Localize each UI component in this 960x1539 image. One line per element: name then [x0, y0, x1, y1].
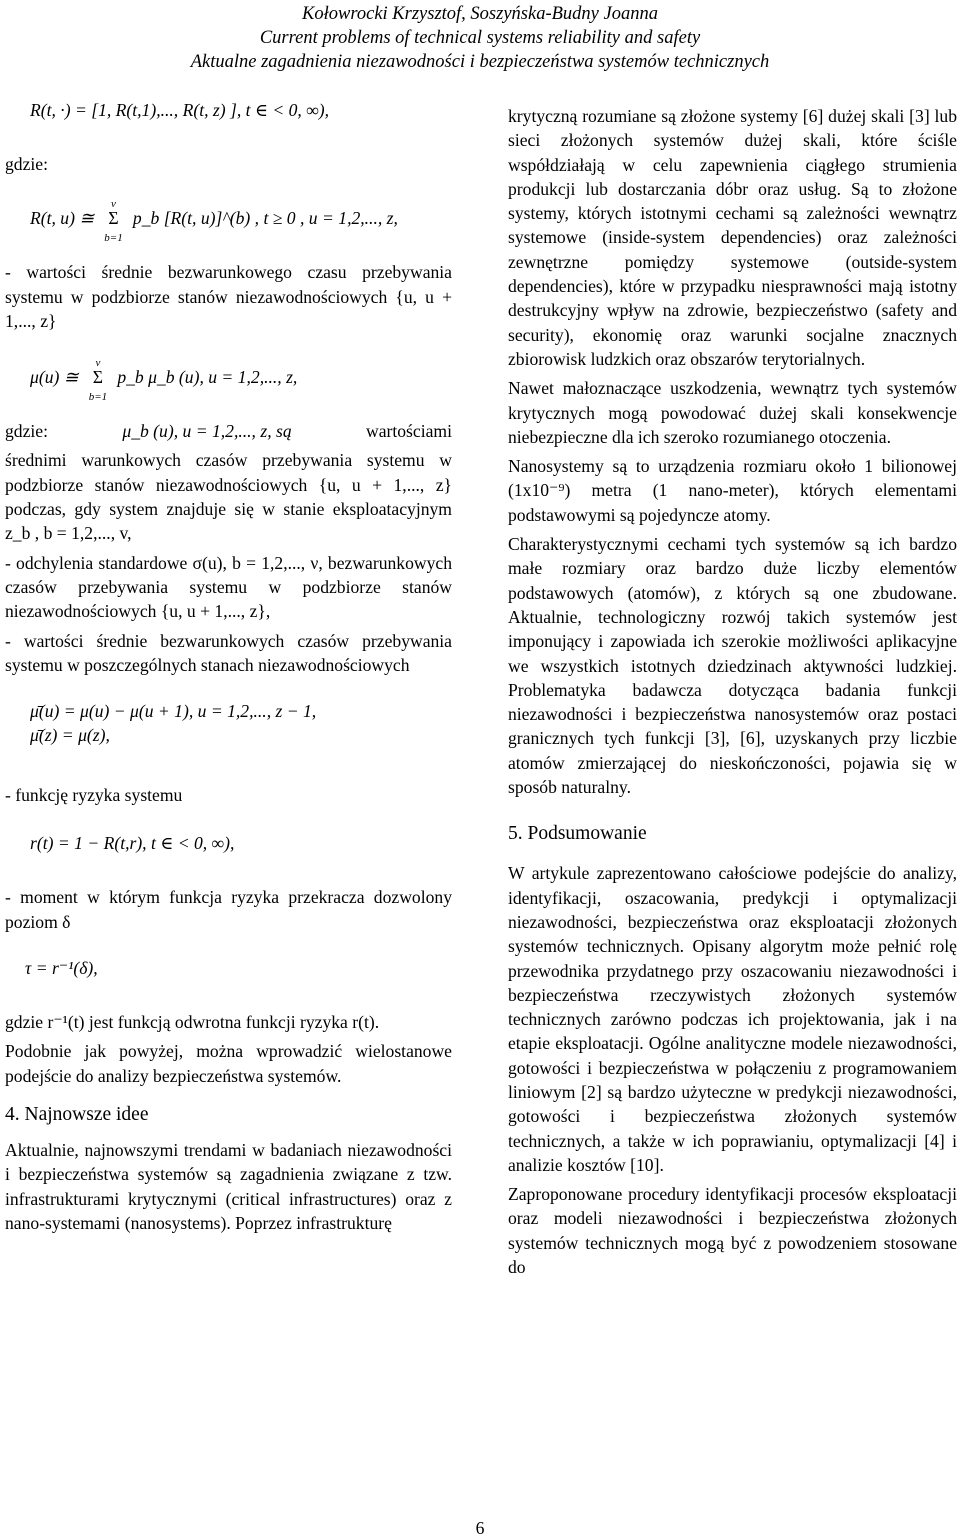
- eq2-rhs: p_b [R(t, u)]^(b) , t ≥ 0 , u = 1,2,..., z,: [132, 208, 398, 229]
- paragraph-nanosystem-features: Charakterystycznymi cechami tych systemów są ich bardzo małe rozmiary oraz bardzo duże liczby elementów podstawowych (atomów), z których są one zbudowane. Aktualnie, technologiczny rozwój takich systemów jest imponujący i zapowiada ich szerokie możliwości aplikacyjne we wszystkich istotnych dziedzinach aktywności ludzkiej. Problematyka badawcza dotycząca badania funkcji niezawodności i bezpieczeństwa nanosystemów oraz postaci granicznych tych funkcji [3], [6], uzyskanych przy liczbie atomów zmierzającej do nieskończoności, pojawia się w sposób naturalny.: [508, 534, 957, 798]
- paragraph-risk-moment: - moment w którym funkcja ryzyka przekracza dozwolony poziom δ: [5, 887, 452, 932]
- paragraph-critical-infrastructure: krytyczną rozumiane są złożone systemy [6] dużej skali [3] lub sieci złożonych systemów dużej skali, które ściśle współdziałają w celu zapewnienia ciągłego strumienia produkcji lub dostarczania dóbr oraz usług. Są to złożone systemy, których istotnymi cechami są zależności wewnątrz systemowe (inside-system dependencies) oraz zależności zewnętrzne pomiędzy systemowe (outside-system dependencies), które w przypadku niesprawności mają istotny destrukcyjny wpływ na zdrowie, bezpieczeństwo (safety and security), ekonomię oraz warunki socjalne znacznych zbiorowisk ludzkich oraz obszarów terytorialnych.: [508, 106, 957, 369]
- equation-reliability-function: R(t, ·) = [1, R(t,1),..., R(t, z) ], t ∈ < 0, ∞),: [30, 100, 330, 120]
- summation-symbol: Σ v b=1: [83, 365, 113, 389]
- eq3-lhs: μ(u) ≅: [30, 367, 79, 388]
- left-column: [5, 80, 452, 1240]
- paragraph-multistate-safety: Podobnie jak powyżej, można wprowadzić wielostanowe podejście do analizy bezpieczeństwa systemów.: [5, 1041, 452, 1086]
- equation-conditional-reliability: [30, 198, 452, 245]
- sum-upper-limit: v: [95, 357, 101, 370]
- sum-upper-limit: v: [111, 198, 116, 211]
- paragraph-newest-ideas: Aktualnie, najnowszymi trendami w badaniach niezawodności i bezpieczeństwa systemów są zagadnienia związane z tzw. infrastrukturami krytycznymi (critical infrastructures) oraz z nano-systemami (nanosystems). Poprzez infrastrukturę: [5, 1139, 452, 1233]
- equation-mean-difference: μ̄(u) = μ(u) − μ(u + 1), u = 1,2,..., z − 1,: [30, 701, 317, 722]
- paragraph-inverse-risk: gdzie r⁻¹(t) jest funkcją odwrotna funkcji ryzyka r(t).: [5, 1012, 380, 1033]
- equation-mean-last: μ̄(z) = μ(z),: [30, 725, 110, 746]
- summation-symbol: Σ v b=1: [99, 206, 129, 230]
- equation-risk-function: r(t) = 1 − R(t,r), t ∈ < 0, ∞),: [30, 833, 235, 854]
- running-header: [0, 2, 960, 74]
- paragraph-risk-function: - funkcję ryzyka systemu: [5, 785, 183, 806]
- paragraph-summary: W artykule zaprezentowano całościowe podejście do analizy, identyfikacji, oszacowania, predykcji i optymalizacji niezawodności, bezpieczeństwa oraz eksploatacji złożonych systemów technicznych. Opisany algorytm może pełnić rolę przewodnika przydatnego przy oszacowaniu niezawodności i bezpieczeństwa rzeczywistych złożonych systemów technicznych zarówno podczas ich projektowania, jak i na etapie eksploatacji. Ogólne analityczne modele niezawodności, gotowości i bezpieczeństwa w połączeniu z programowaniem liniowym [2] są bardzo użyteczne w predykcji niezawodności, gotowości i bezpieczeństwa złożonych systemów technicznych, a także w ich poprawianiu, optymalizacji [4] i analizie kosztów [10].: [508, 863, 957, 1175]
- gdzie-lead: gdzie:: [5, 421, 48, 442]
- eq3-rhs: p_b μ_b (u), u = 1,2,..., z,: [117, 367, 298, 388]
- paragraph-nanosystems: Nanosystemy są to urządzenia rozmiaru około 1 bilionowej (1x10⁻⁹) metra (1 nano-meter), których elementami podstawowymi są pojedyncze atomy.: [508, 456, 957, 525]
- header-title-en: Current problems of technical systems reliability and safety: [259, 28, 701, 48]
- equation-mean-lifetime: [30, 357, 452, 404]
- eq2-lhs: R(t, u) ≅: [30, 208, 95, 229]
- wartosciami-word: wartościami: [366, 421, 452, 442]
- header-authors: Kołowrocki Krzysztof, Soszyńska-Budny Joanna: [302, 4, 658, 24]
- right-column: [508, 104, 957, 1284]
- gdzie-label: gdzie:: [5, 154, 48, 174]
- mu-b-expression: μ_b (u), u = 1,2,..., z, są: [122, 421, 292, 442]
- section-heading-5: 5. Podsumowanie: [508, 823, 647, 845]
- sum-lower-limit: b=1: [88, 391, 108, 404]
- header-title-pl: Aktualne zagadnienia niezawodności i bezpieczeństwa systemów technicznych: [190, 52, 770, 72]
- paragraph-conditional-means: średnimi warunkowych czasów przebywania systemu w podzbiorze stanów niezawodnościowych {u, u + 1,..., z} podczas, gdy system znajduje się w stanie eksploatacyjnym z_b , b = 1,2,..., v,: [5, 450, 452, 544]
- page-number: 6: [475, 1518, 485, 1538]
- paragraph-mean-values: - wartości średnie bezwarunkowego czasu przebywania systemu w podzbiorze stanów niezawodnościowych {u, u + 1,..., z}: [5, 262, 452, 331]
- paragraph-standard-deviation: - odchylenia standardowe σ(u), b = 1,2,..., ν, bezwarunkowych czasów przebywania systemu w podzbiorze stanów niezawodnościowych {u, u + 1,..., z},: [5, 552, 452, 622]
- section-heading-4: 4. Najnowsze idee: [5, 1103, 149, 1125]
- paragraph-state-means: - wartości średnie bezwarunkowych czasów przebywania systemu w poszczególnych stanach niezawodnościowych: [5, 630, 452, 675]
- paragraph-minor-failures: Nawet małoznaczące uszkodzenia, wewnątrz tych systemów krytycznych mogą powodować dużej skali konsekwencje niebezpieczne dla ich szeroko rozumianego otoczenia.: [508, 378, 957, 447]
- equation-tau: τ = r⁻¹(δ),: [25, 958, 98, 979]
- sum-lower-limit: b=1: [104, 232, 123, 245]
- paragraph-gdzie-mu: [5, 419, 452, 443]
- paragraph-proposed-procedures: Zaproponowane procedury identyfikacji procesów eksploatacji oraz modeli niezawodności i bezpieczeństwa złożonych systemów technicznych mogą być z powodzeniem stosowane do: [508, 1184, 957, 1278]
